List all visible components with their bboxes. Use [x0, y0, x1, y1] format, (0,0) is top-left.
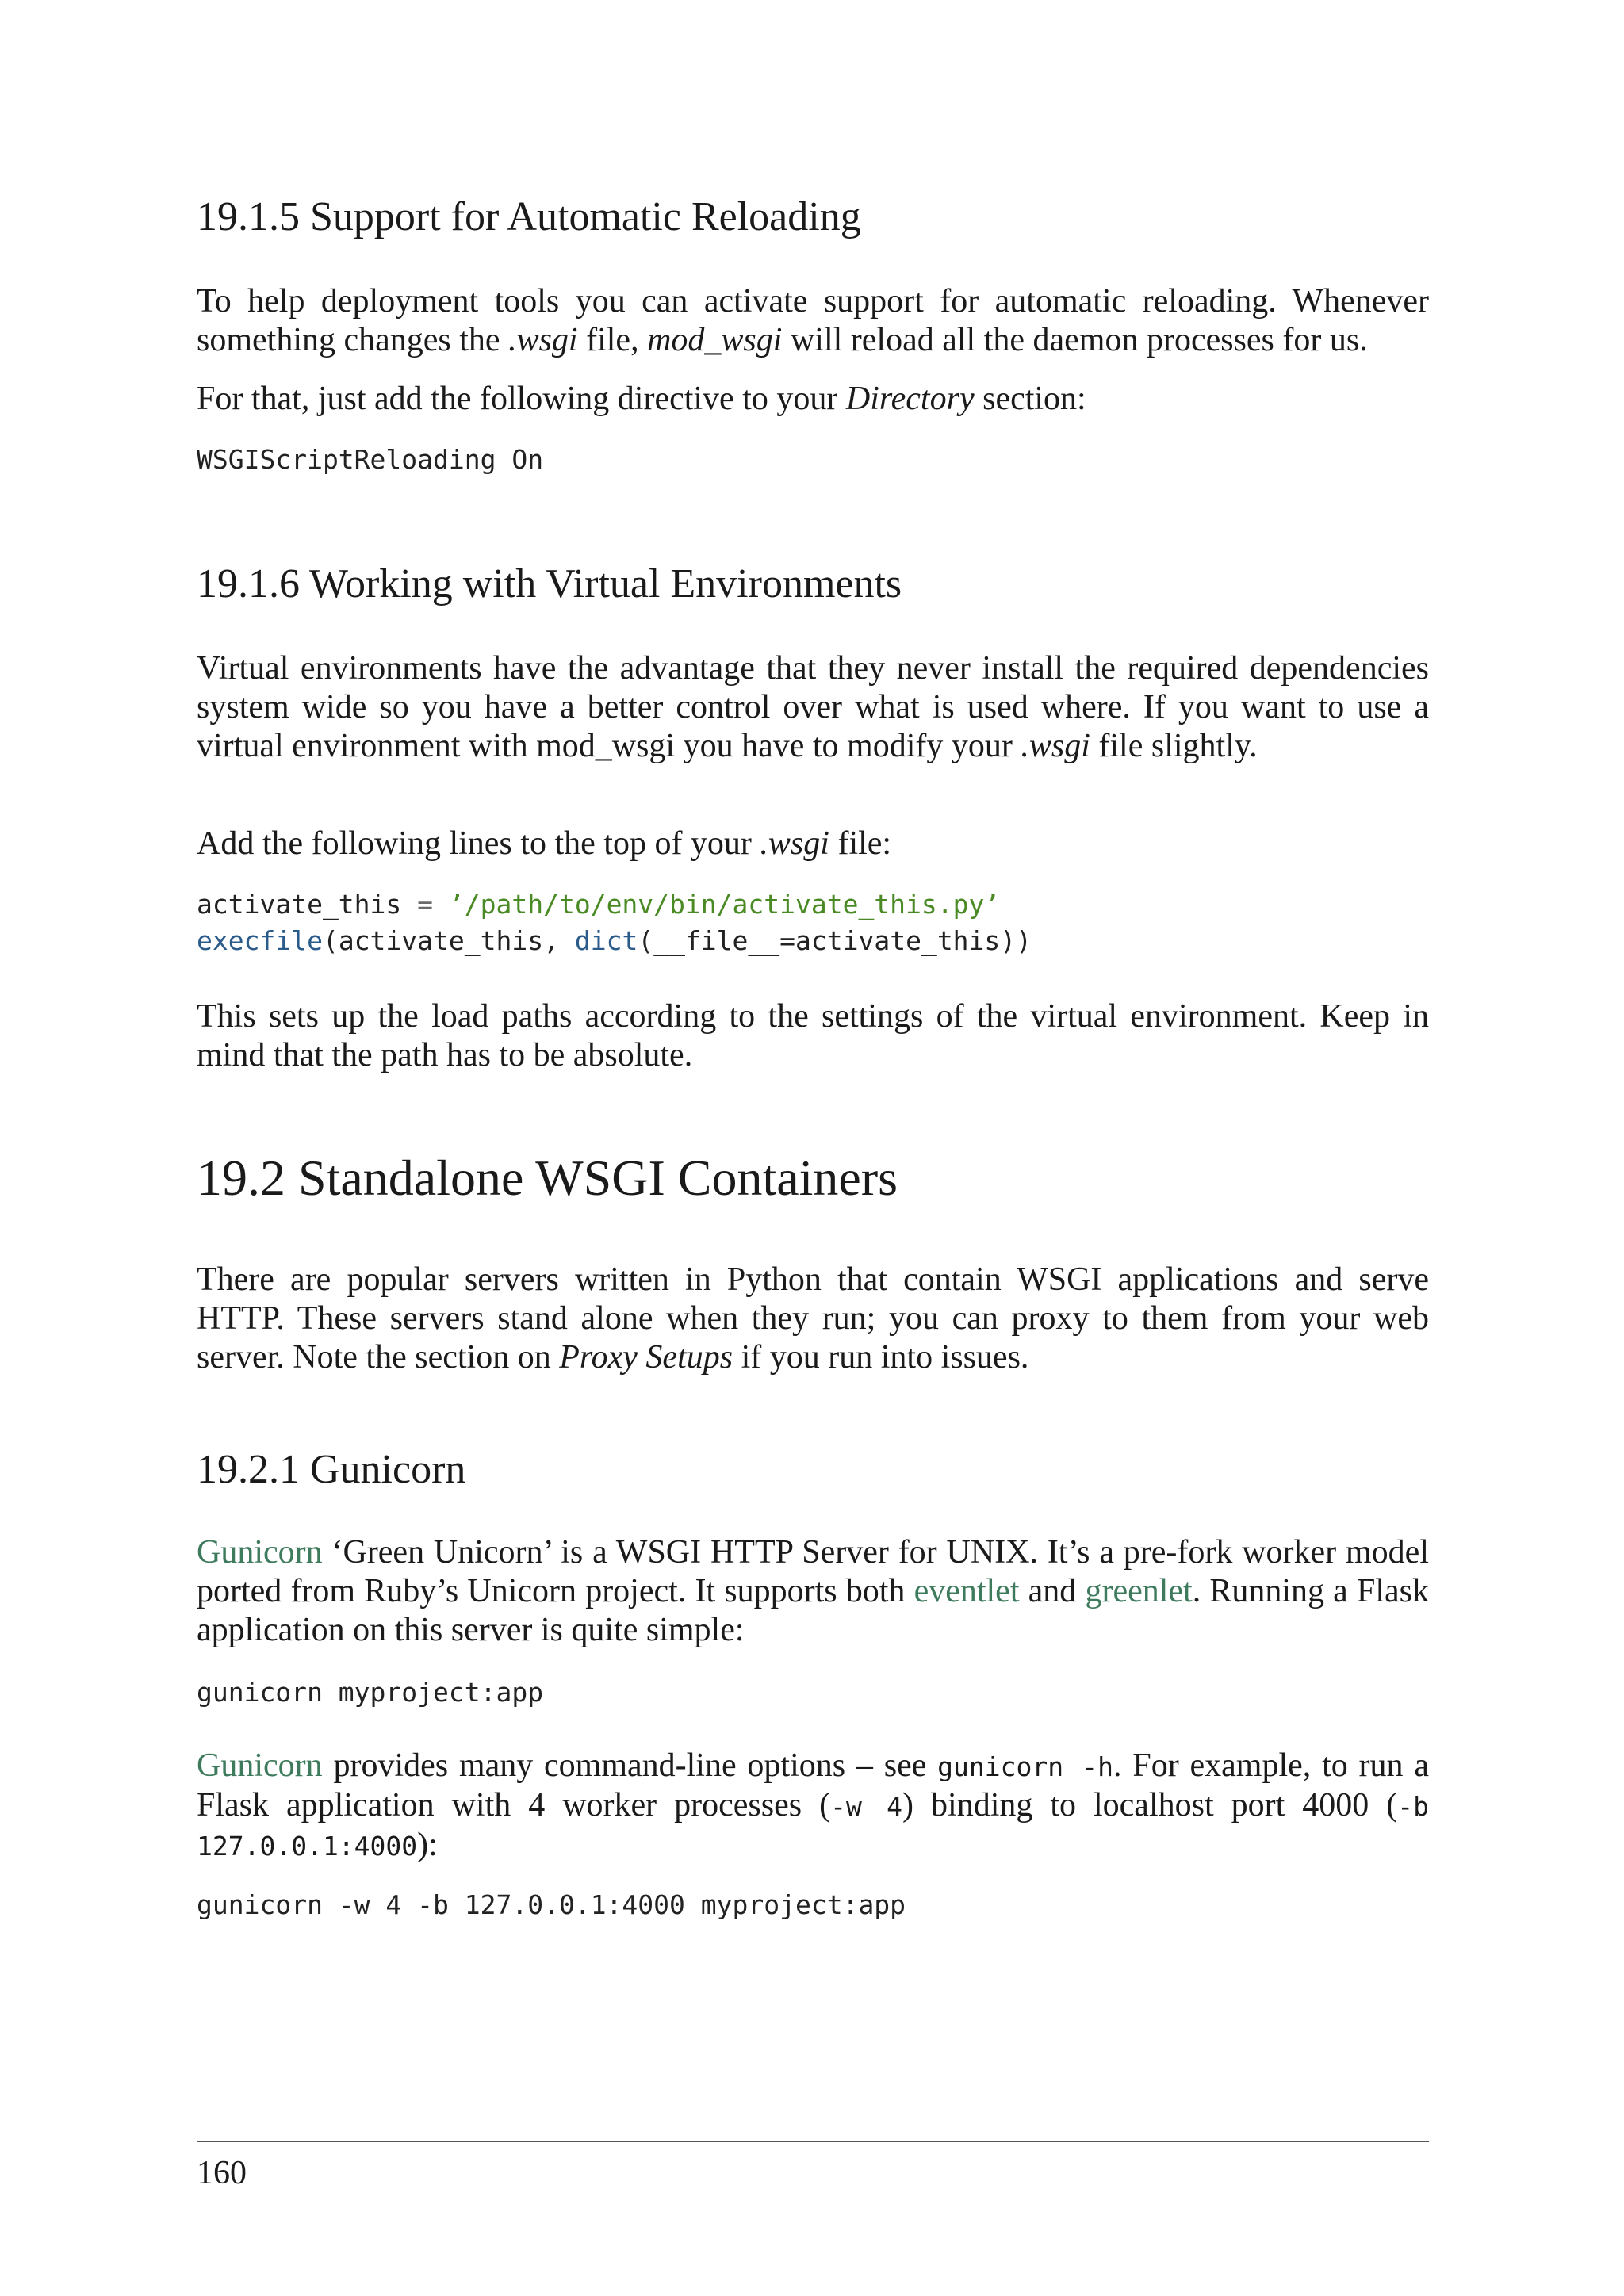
- text-run: For that, just add the following directive to your: [197, 381, 846, 417]
- text-run: There are popular servers written in Python that contain WSGI applications and serve HTTP. These servers stand alone when they run; you can proxy to them from your web server. Note the section on: [197, 1261, 1429, 1376]
- document-page: [197, 0, 1429, 2296]
- emphasis-wsgi: .wsgi: [508, 322, 578, 358]
- emphasis-proxy-setups: Proxy Setups: [559, 1339, 733, 1376]
- text-run: file:: [829, 825, 892, 862]
- text-run: Add the following lines to the top of your: [197, 825, 760, 862]
- heading-virtual-environments: 19.1.6 Working with Virtual Environments: [197, 561, 902, 607]
- paragraph-venv-intro: [197, 649, 1429, 766]
- code-text: (__file__=activate_this)): [638, 925, 1032, 956]
- paragraph-gunicorn-intro: [197, 1533, 1429, 1650]
- emphasis-mod-wsgi: mod_wsgi: [647, 322, 783, 358]
- paragraph-venv-add-lines: [197, 825, 1429, 863]
- code-builtin-dict: dict: [574, 925, 638, 956]
- text-run: section:: [974, 381, 1086, 417]
- code-block-activate: [197, 886, 1032, 959]
- heading-gunicorn: 19.2.1 Gunicorn: [197, 1447, 466, 1492]
- text-run: . Running a Flask application on this server is quite simple:: [197, 1573, 1429, 1648]
- text-run: . For example, to run a Flask application with 4 worker processes (: [197, 1747, 1429, 1823]
- link-gunicorn[interactable]: Gunicorn: [197, 1534, 323, 1571]
- link-greenlet[interactable]: greenlet: [1085, 1573, 1193, 1609]
- text-run: ):: [417, 1827, 438, 1863]
- text-run: ‘Green Unicorn’ is a WSGI HTTP Server for UNIX. It’s a pre-fork worker model ported from Ruby’s Unicorn project. It supports both: [197, 1534, 1429, 1609]
- inline-code-workers: -w 4: [830, 1791, 903, 1822]
- text-run: ) binding to localhost port 4000 (: [902, 1787, 1398, 1823]
- text-run: and: [1019, 1573, 1086, 1609]
- inline-code-bind: -b 127.0.0.1:4000: [197, 1791, 1429, 1862]
- code-variable: activate_this: [197, 889, 402, 920]
- paragraph-reload-intro: [197, 282, 1429, 360]
- heading-standalone-wsgi: 19.2 Standalone WSGI Containers: [197, 1150, 898, 1206]
- code-block-gunicorn-workers: gunicorn -w 4 -b 127.0.0.1:4000 myproject:app: [197, 1889, 906, 1920]
- page-number: 160: [197, 2155, 247, 2191]
- heading-automatic-reloading: 19.1.5 Support for Automatic Reloading: [197, 194, 861, 239]
- footer-divider: [197, 2141, 1429, 2142]
- text-run: file,: [577, 322, 648, 358]
- paragraph-venv-load-paths: This sets up the load paths according to the settings of the virtual environment. Keep in mind that the path has to be absolute.: [197, 998, 1429, 1073]
- text-run: will reload all the daemon processes for us.: [782, 322, 1368, 358]
- code-operator: =: [401, 889, 449, 920]
- text-run: file slightly.: [1090, 728, 1258, 764]
- paragraph-reload-directive: [197, 380, 1429, 419]
- emphasis-wsgi: .wsgi: [1021, 728, 1090, 764]
- code-block-reload: WSGIScriptReloading On: [197, 444, 544, 475]
- paragraph-gunicorn-options: [197, 1747, 1429, 1866]
- code-builtin-execfile: execfile: [197, 925, 323, 956]
- text-run: provides many command-line options – see: [322, 1747, 938, 1784]
- inline-code-help: gunicorn -h: [937, 1751, 1114, 1782]
- emphasis-wsgi: .wsgi: [760, 825, 829, 862]
- code-block-gunicorn-basic: gunicorn myproject:app: [197, 1677, 544, 1708]
- link-eventlet[interactable]: eventlet: [914, 1573, 1020, 1609]
- text-run: if you run into issues.: [733, 1339, 1029, 1376]
- text-run: To help deployment tools you can activate support for automatic reloading. Whenever something changes the: [197, 283, 1429, 358]
- text-run: Virtual environments have the advantage that they never install the required dependencies system wide so you have a better control over what is used where. If you want to use a virtual environment with mod_wsgi you have to modify your: [197, 650, 1429, 764]
- code-text: (activate_this,: [322, 925, 575, 956]
- code-string: ’/path/to/env/bin/activate_this.py’: [448, 889, 1001, 920]
- link-gunicorn[interactable]: Gunicorn: [197, 1747, 323, 1784]
- paragraph-standalone-intro: [197, 1261, 1429, 1377]
- emphasis-directory: Directory: [845, 381, 975, 417]
